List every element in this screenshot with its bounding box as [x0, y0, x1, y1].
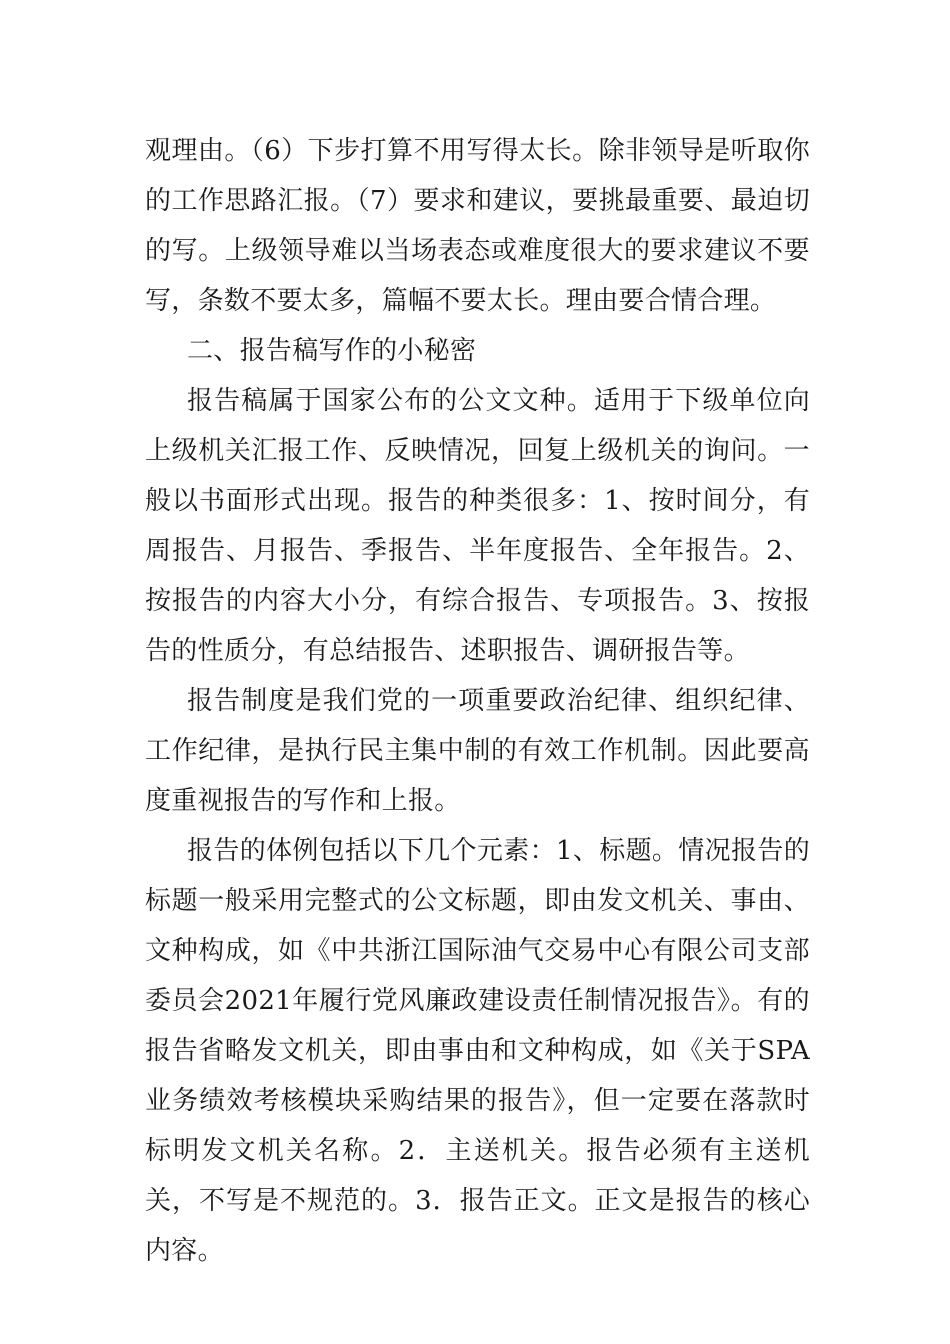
- paragraph-report-system: 报告制度是我们党的一项重要政治纪律、组织纪律、工作纪律，是执行民主集中制的有效工作机制。因此要高度重视报告的写作和上报。: [145, 686, 810, 816]
- paragraph-continuation: 观理由。（6）下步打算不用写得太长。除非领导是听取你的工作思路汇报。（7）要求和建议，要挑最重要、最迫切的写。上级领导难以当场表态或难度很大的要求建议不要写，条数不要太多，篇幅不要太长。理由要合情合理。: [145, 136, 810, 316]
- section-heading: 二、报告稿写作的小秘密: [187, 336, 477, 366]
- document-body: [145, 126, 810, 1276]
- paragraph-report-format: 报告的体例包括以下几个元素：1、标题。情况报告的标题一般采用完整式的公文标题，即由发文机关、事由、文种构成，如《中共浙江国际油气交易中心有限公司支部委员会2021年履行党风廉政建设责任制情况报告》。有的报告省略发文机关，即由事由和文种构成，如《关于SPA业务绩效考核模块采购结果的报告》，但一定要在落款时标明发文机关名称。2．主送机关。报告必须有主送机关，不写是不规范的。3．报告正文。正文是报告的核心内容。: [145, 836, 810, 1266]
- paragraph-report-definition: 报告稿属于国家公布的公文文种。适用于下级单位向上级机关汇报工作、反映情况，回复上级机关的询问。一般以书面形式出现。报告的种类很多：1、按时间分，有周报告、月报告、季报告、半年度报告、全年报告。2、按报告的内容大小分，有综合报告、专项报告。3、按报告的性质分，有总结报告、述职报告、调研报告等。: [145, 386, 810, 666]
